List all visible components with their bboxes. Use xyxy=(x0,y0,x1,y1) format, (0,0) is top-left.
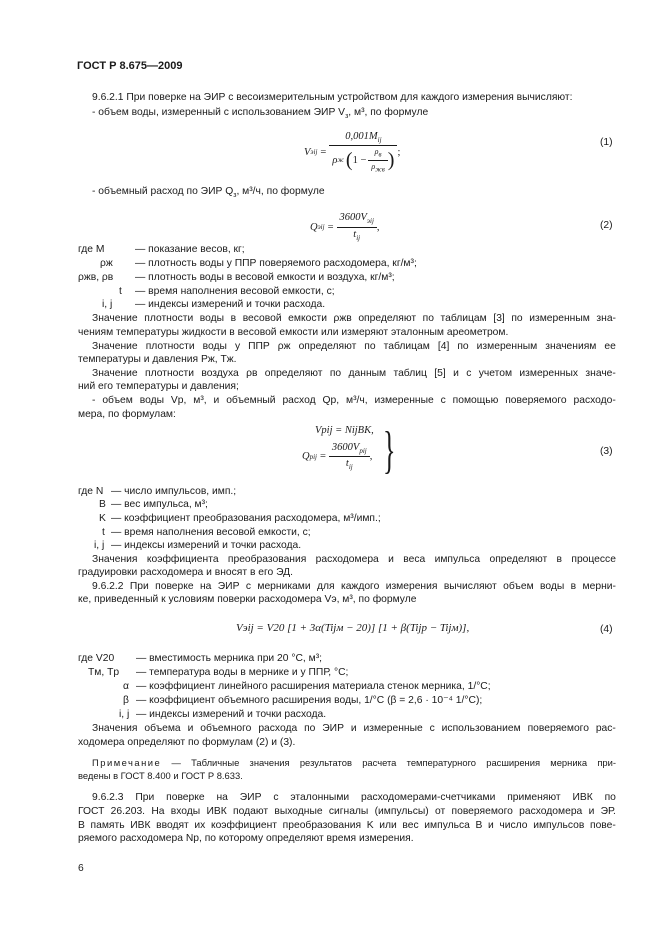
def-text: — индексы измерений и точки расхода. xyxy=(111,540,302,551)
formula-2: Q эij = $\frac{3600V_{эij}}{t_{ij}}$ , xyxy=(310,212,380,242)
def-text: — время наполнения весовой емкости, с; xyxy=(111,527,311,538)
para-density-line: ний его температуры и давления; xyxy=(78,381,239,392)
formula-3-number: (3) xyxy=(600,446,613,457)
clause-9-6-2-1-intro: 9.6.2.1 При поверке на ЭИР с весоизмерительным устройством для каждого измерения вычисляют: xyxy=(92,92,573,103)
formula-1: V эij = $0,001M_{ij}$ ρ ж ( 1 − $\frac{\rho_в}{\rho_{жв}}$ ) ; xyxy=(304,130,401,174)
note-line: ведены в ГОСТ 8.400 и ГОСТ Р 8.633. xyxy=(78,770,243,781)
para-density-line: Значение плотности воды в весовой емкости ρжв определяют по таблицам [3] по измеренным зна- xyxy=(92,313,616,324)
def-text: — вместимость мерника при 20 °С, м³; xyxy=(136,653,322,664)
def-symbol: где N xyxy=(78,486,104,497)
formula-1-fraction: $0,001M_{ij}$ ρ ж ( 1 − $\frac{\rho_в}{\rho_{жв}}$ ) xyxy=(329,131,397,173)
def-symbol: t xyxy=(102,527,105,538)
para-ivk-line: 9.6.2.3 При поверке на ЭИР с эталонными расходомерами-счетчиками применяют ИВК по xyxy=(92,792,616,803)
def-symbol: β xyxy=(123,695,129,706)
def-text: — индексы измерений и точки расхода. xyxy=(135,299,326,310)
def-symbol: i, j xyxy=(102,299,113,310)
page-header-title: ГОСТ Р 8.675—2009 xyxy=(77,60,183,72)
formula-1-number: (1) xyxy=(600,137,613,148)
def-text: — плотность воды в весовой емкости и воздуха, кг/м³; xyxy=(135,272,395,283)
def-text: — вес импульса, м³; xyxy=(111,499,208,510)
para-ivk-line: В память ИВК вводят их коэффициент преобразования K или вес импульса B и число импульсов пове- xyxy=(78,820,616,831)
para-vol-line: Значения объема и объемного расхода по ЭИР и измеренные с использованием поверяемого рас- xyxy=(92,723,616,734)
para-density-line: температуры и давления Pж, Tж. xyxy=(78,354,237,365)
para-ivk-line: ГОСТ 26.203. На входы ИВК подают выходные сигналы (импульсы) от поверяемого расходомера и ЭР. xyxy=(78,806,616,817)
def-symbol: где V20 xyxy=(78,653,115,664)
page-number: 6 xyxy=(78,863,84,874)
def-text: — коэффициент объемного расширения воды, 1/°С (β = 2,6 · 10⁻⁴ 1/°С); xyxy=(136,695,483,706)
def-symbol: ρж xyxy=(100,258,113,269)
def-symbol: ρжв, ρв xyxy=(78,272,114,283)
item-volume: - объем воды, измеренный с использованием ЭИР $V_з$, м³, по формуле xyxy=(92,107,429,121)
def-symbol: B xyxy=(99,499,106,510)
def-symbol: i, j xyxy=(94,540,105,551)
formula-4-number: (4) xyxy=(600,624,613,635)
para-k-line: градуировки расходомера и вносят в его ЭД. xyxy=(78,567,294,578)
formula-2-number: (2) xyxy=(600,220,613,231)
para-density-line: - объем воды Vр, м³, и объемный расход Qр, м³/ч, измеренные с помощью поверяемого расходо- xyxy=(92,395,616,406)
def-symbol: K xyxy=(99,513,106,524)
def-text: — показание весов, кг; xyxy=(135,244,245,255)
def-text: — коэффициент линейного расширения материала стенок мерника, 1/°С; xyxy=(136,681,491,692)
para-density-line: чениям температуры жидкости в весовой емкости или измеряют эталонным ареометром. xyxy=(78,327,509,338)
def-symbol: i, j xyxy=(119,709,130,720)
para-ivk-line: ряемого расходомера Nр, по которому определяют время измерения. xyxy=(78,833,414,844)
def-text: — время наполнения весовой емкости, с; xyxy=(135,286,335,297)
para-k-line: ке, приведенный к условиям поверки расходомера Vэ, м³, по формуле xyxy=(78,594,417,605)
para-vol-line: ходомера определяют по формулам (2) и (3). xyxy=(78,737,296,748)
formula-4: Vэij = V20 [1 + 3α(Tijм − 20)] [1 + β(Tijр − Tijм)], xyxy=(236,622,470,634)
note-line: Примечание — Табличные значения результатов расчета температурного расширения мерника при- xyxy=(92,757,616,768)
para-density-line: мера, по формулам: xyxy=(78,409,176,420)
para-k-line: Значения коэффициента преобразования расходомера и веса импульса определяют в процессе xyxy=(92,554,616,565)
def-text: — плотность воды у ППР поверяемого расходомера, кг/м³; xyxy=(135,258,417,269)
def-symbol: Tм, Tр xyxy=(88,667,120,678)
para-density-line: Значение плотности воды у ППР ρж определяют по таблицам [4] по измеренным значениям ее xyxy=(92,341,616,352)
item-flow: - объемный расход по ЭИР $Q_з$, м³/ч, по формуле xyxy=(92,186,325,200)
def-text: — индексы измерений и точки расхода. xyxy=(136,709,327,720)
def-symbol: t xyxy=(119,286,122,297)
para-density-line: Значение плотности воздуха ρв определяют по данным таблиц [5] и с учетом измеренных значе- xyxy=(92,368,616,379)
note-label: Примечание xyxy=(92,757,162,768)
def-text: — коэффициент преобразования расходомера, м³/имп.; xyxy=(111,513,381,524)
def-symbol: где M xyxy=(78,244,105,255)
def-symbol: α xyxy=(123,681,129,692)
def-text: — температура воды в мернике и у ППР, °С; xyxy=(136,667,349,678)
def-text: — число импульсов, имп.; xyxy=(111,486,237,497)
formula-3: Vрij = NijBK, Q рij = $\frac{3600V_{рij}}{t_{ij}}$ , } xyxy=(302,422,396,479)
para-k-line: 9.6.2.2 При поверке на ЭИР с мерниками для каждого измерения вычисляют объем воды в мерни- xyxy=(92,581,616,592)
